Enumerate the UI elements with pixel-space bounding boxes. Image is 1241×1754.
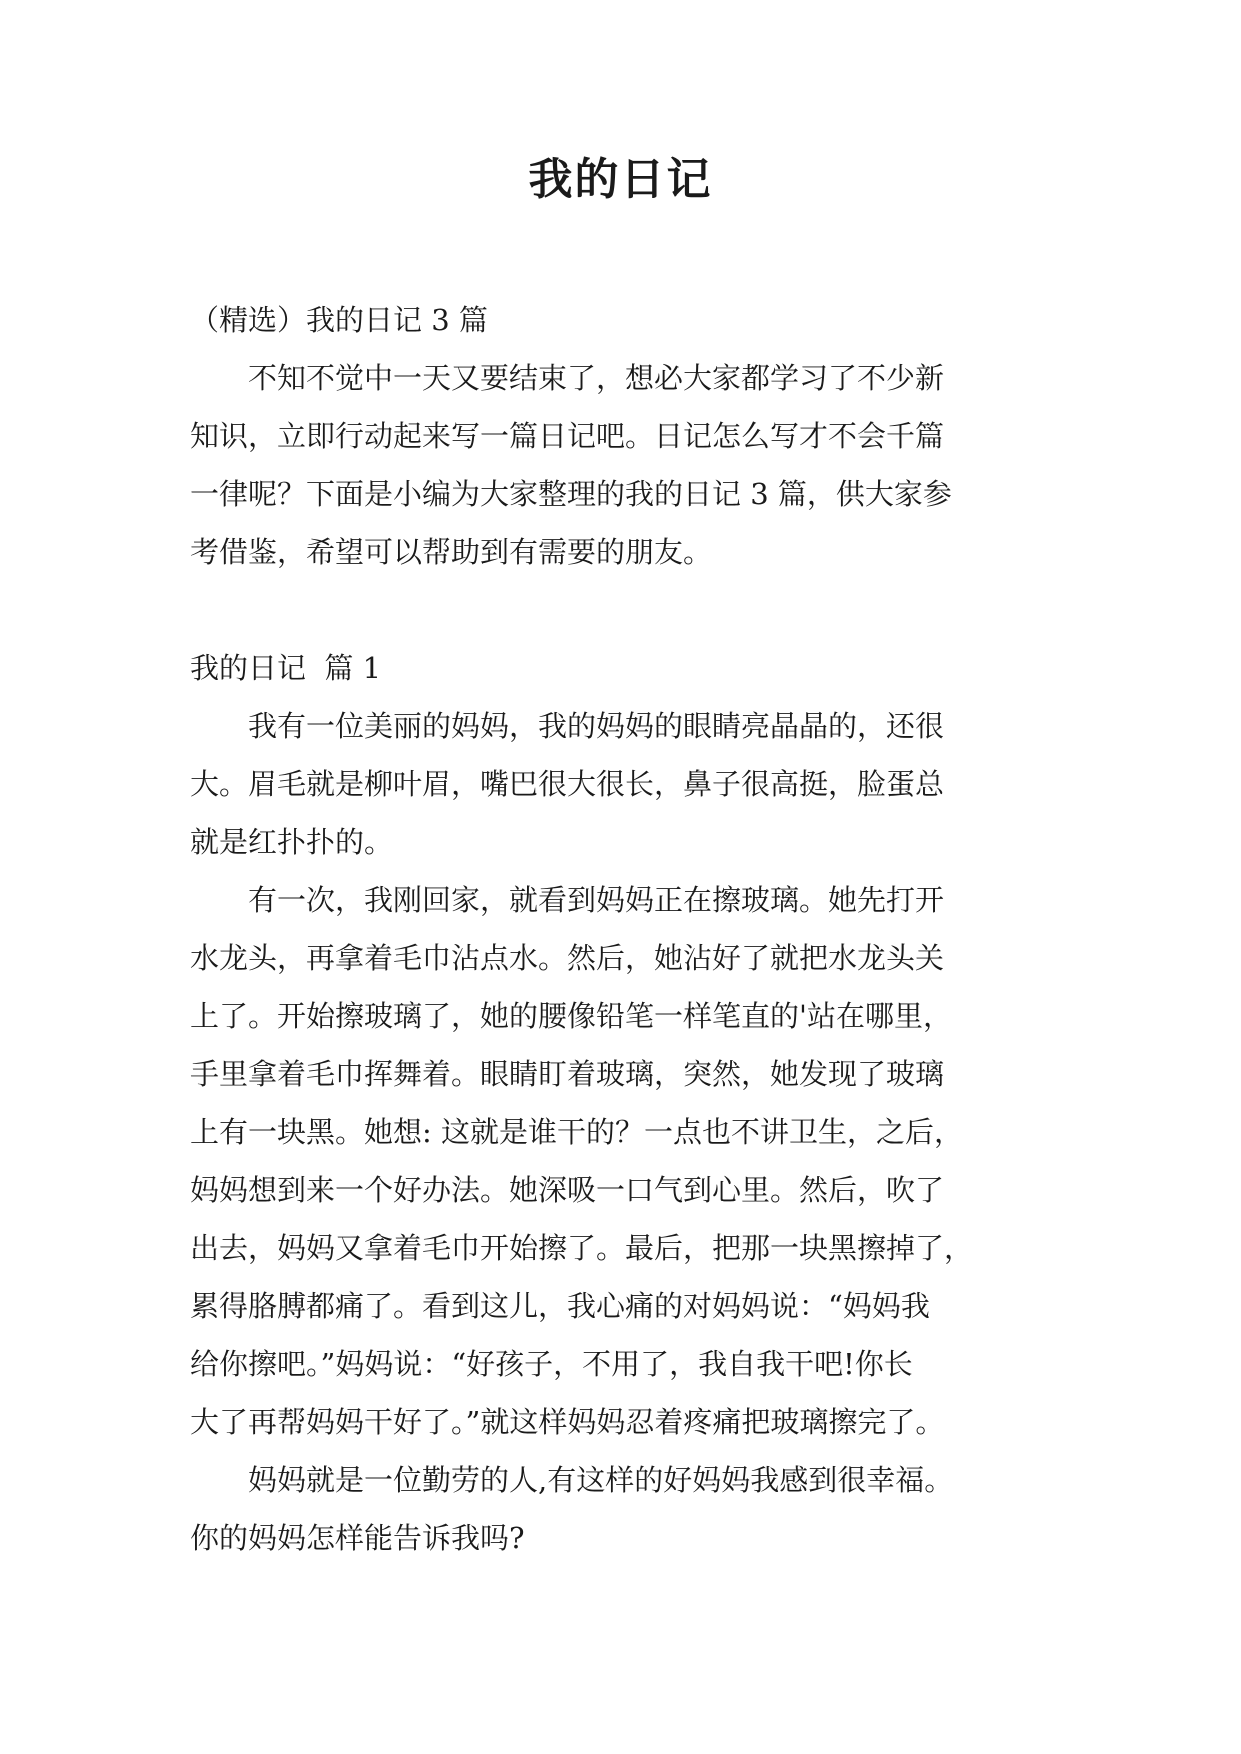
section-line: 有一次，我刚回家，就看到妈妈正在擦玻璃。她先打开	[190, 883, 945, 917]
section-line: 手里拿着毛巾挥舞着。眼睛盯着玻璃，突然，她发现了玻璃	[190, 1057, 945, 1091]
page-title: 我的日记	[528, 154, 713, 205]
section-line: 妈妈就是一位勤劳的人,有这样的好妈妈我感到很幸福。	[190, 1463, 954, 1497]
intro-line: 一律呢？下面是小编为大家整理的我的日记 3 篇，供大家参	[190, 477, 952, 511]
section-heading: 我的日记 篇 1	[190, 651, 382, 685]
paragraph-spacer	[190, 581, 1060, 639]
section-line: 上有一块黑。她想: 这就是谁干的？一点也不讲卫生，之后，	[190, 1115, 963, 1149]
section-line: 上了。开始擦玻璃了，她的腰像铅笔一样笔直的'站在哪里，	[190, 999, 952, 1033]
document-body	[190, 291, 1060, 1567]
section-line: 出去，妈妈又拿着毛巾开始擦了。最后，把那一块黑擦掉了，	[190, 1231, 974, 1265]
section-line: 就是红扑扑的。	[190, 825, 394, 859]
section-line: 妈妈想到来一个好办法。她深吸一口气到心里。然后，吹了	[190, 1173, 945, 1207]
section-line: 给你擦吧。”妈妈说：“好孩子，不用了，我自我干吧!你长	[190, 1347, 913, 1381]
intro-line: 考借鉴，希望可以帮助到有需要的朋友。	[190, 535, 713, 569]
section-line: 累得胳膊都痛了。看到这儿，我心痛的对妈妈说：“妈妈我	[190, 1289, 930, 1323]
intro-line: 知识，立即行动起来写一篇日记吧。日记怎么写才不会千篇	[190, 419, 945, 453]
document-subtitle: （精选）我的日记 3 篇	[190, 303, 488, 337]
section-line: 水龙头，再拿着毛巾沾点水。然后，她沾好了就把水龙头关	[190, 941, 945, 975]
section-line: 我有一位美丽的妈妈，我的妈妈的眼睛亮晶晶的，还很	[190, 709, 945, 743]
section-line: 你的妈妈怎样能告诉我吗?	[190, 1521, 525, 1555]
section-line: 大了再帮妈妈干好了。”就这样妈妈忍着疼痛把玻璃擦完了。	[190, 1405, 945, 1439]
section-line: 大。眉毛就是柳叶眉，嘴巴很大很长，鼻子很高挺，脸蛋总	[190, 767, 945, 801]
intro-line: 不知不觉中一天又要结束了，想必大家都学习了不少新	[190, 361, 945, 395]
